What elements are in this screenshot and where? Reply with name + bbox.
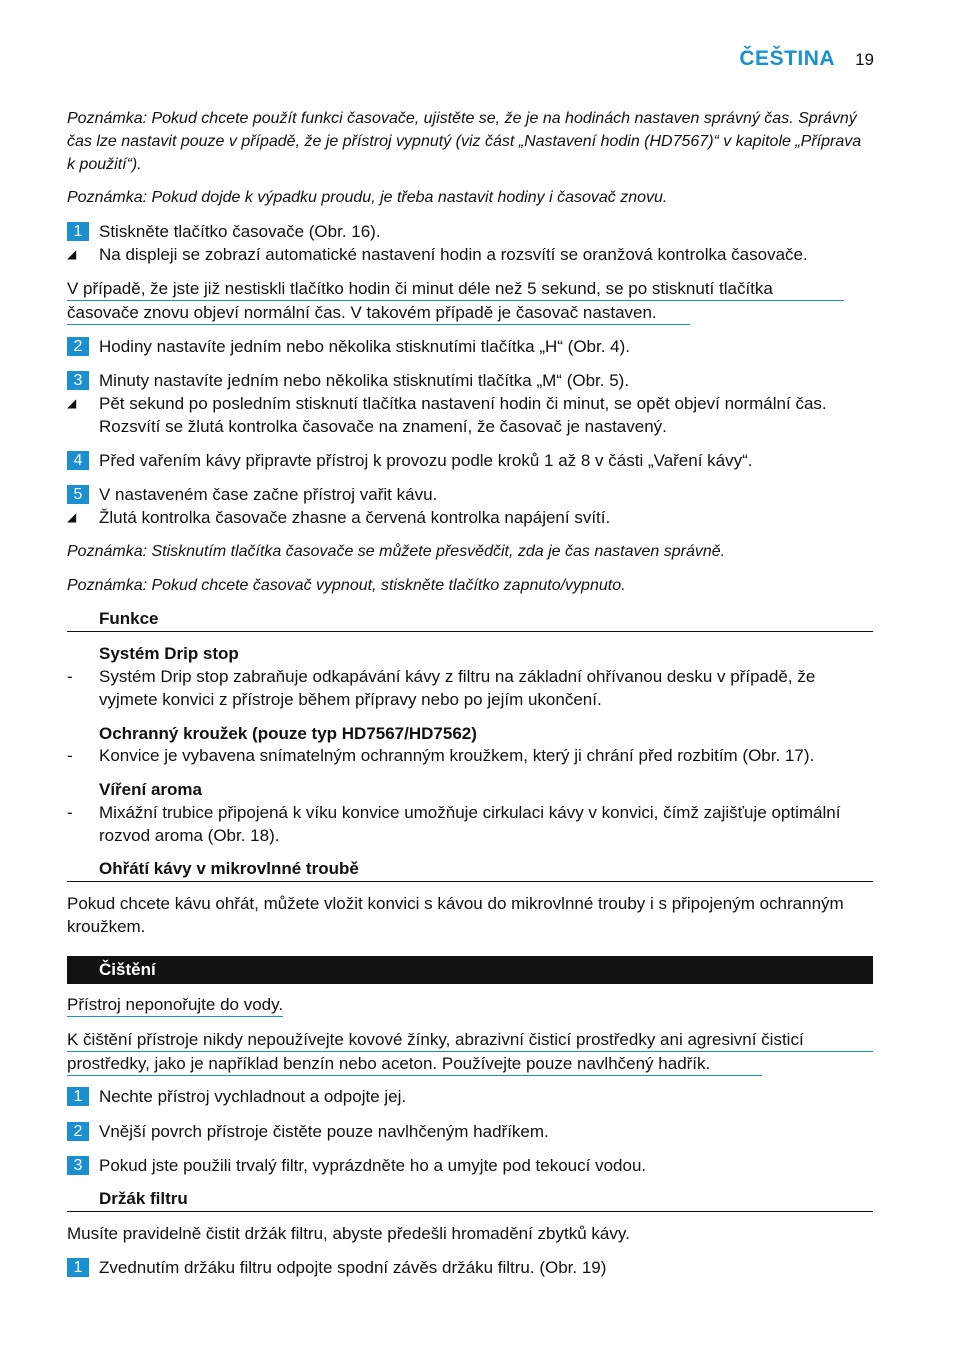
warning-timer [67, 277, 873, 325]
item-text: Konvice je vybavena snímatelným ochranným kroužkem, který ji chrání před rozbitím (Obr. 17). [99, 746, 815, 765]
timer-step-3 [67, 369, 873, 392]
result-text: Žlutá kontrolka časovače zhasne a červená kontrolka napájení svítí. [99, 508, 611, 527]
filter-step-1 [67, 1256, 873, 1279]
microwave-text: Pokud chcete kávu ohřát, můžete vložit konvici s kávou do mikrovlnné trouby i s připojeným ochranným kroužkem. [67, 894, 844, 936]
warning-line: Přístroj neponořujte do vody. [67, 993, 283, 1017]
step-number: 1 [67, 222, 89, 241]
timer-step-1 [67, 220, 873, 243]
dash-bullet: - [67, 667, 73, 686]
warning-abrasives [67, 1028, 873, 1076]
step-text: Pokud jste použili trvalý filtr, vyprázdněte ho a umyjte pod tekoucí vodou. [99, 1156, 647, 1175]
step-number: 4 [67, 451, 89, 470]
warning-line: K čištění přístroje nikdy nepoužívejte kovové žínky, abrazivní čisticí prostředky ani agresivní čisticí [67, 1028, 873, 1052]
item-text: Mixážní trubice připojená k víku konvice umožňuje cirkulaci kávy v konvici, čímž zajišťuje optimální rozvod aroma (Obr. 18). [99, 803, 841, 845]
drip-stop-item [67, 665, 873, 711]
step-text: Zvednutím držáku filtru odpojte spodní závěs držáku filtru. (Obr. 19) [99, 1258, 607, 1277]
result-text: Na displeji se zobrazí automatické nastavení hodin a rozsvítí se oranžová kontrolka časovače. [99, 245, 808, 264]
note-timer-clock: Poznámka: Pokud chcete použít funkci časovače, ujistěte se, že je na hodinách nastaven správný čas. Správný čas lze nastavit pouze v případě, že je přístroj vypnutý (viz část „Nastavení hodin (HD7567)“ v kapitole „Příprava k použití“). [67, 110, 862, 173]
page-number: 19 [855, 50, 874, 69]
cleaning-step-1 [67, 1085, 873, 1108]
dash-bullet: - [67, 803, 73, 822]
timer-step-5 [67, 483, 873, 506]
subheading-drip-stop: Systém Drip stop [99, 644, 239, 663]
timer-result-3 [67, 392, 873, 438]
step-number: 2 [67, 337, 89, 356]
timer-result-5 [67, 506, 873, 529]
subheading-aroma: Víření aroma [99, 780, 202, 799]
section-heading-cleaning: Čištění [67, 956, 873, 984]
page-header [739, 47, 874, 71]
step-text: Nechte přístroj vychladnout a odpojte jej. [99, 1087, 407, 1106]
timer-result-1 [67, 243, 873, 266]
triangle-bullet-icon: ◢ [67, 396, 77, 410]
dash-bullet: - [67, 746, 73, 765]
item-text: Systém Drip stop zabraňuje odkapávání kávy z filtru na základní ohřívanou desku v případě, že vyjmete konvici z přístroje během přípravy nebo po jejím ukončení. [99, 667, 816, 709]
step-number: 1 [67, 1258, 89, 1277]
language-label: ČEŠTINA [739, 47, 836, 70]
step-number: 3 [67, 371, 89, 390]
note-check-timer: Poznámka: Stisknutím tlačítka časovače se můžete přesvědčit, zda je čas nastaven správně. [67, 543, 726, 560]
triangle-bullet-icon: ◢ [67, 510, 77, 524]
step-text: Minuty nastavíte jedním nebo několika stisknutími tlačítka „M“ (Obr. 5). [99, 371, 630, 390]
step-text: V nastaveném čase začne přístroj vařit kávu. [99, 485, 438, 504]
aroma-item [67, 801, 873, 847]
timer-step-2 [67, 335, 873, 358]
warning-line: V případě, že jste již nestiskli tlačítko hodin či minut déle než 5 sekund, se po stisknutí tlačítka [67, 277, 844, 301]
step-number: 2 [67, 1122, 89, 1141]
section-heading-microwave: Ohřátí kávy v mikrovlnné troubě [67, 857, 873, 882]
warning-no-water [67, 993, 873, 1017]
step-number: 5 [67, 485, 89, 504]
note-power-failure: Poznámka: Pokud dojde k výpadku proudu, je třeba nastavit hodiny i časovač znovu. [67, 189, 668, 206]
triangle-bullet-icon: ◢ [67, 247, 77, 261]
filter-holder-text: Musíte pravidelně čistit držák filtru, abyste předešli hromadění zbytků kávy. [67, 1224, 630, 1243]
warning-line: prostředky, jako je například benzín nebo aceton. Používejte pouze navlhčený hadřík. [67, 1052, 762, 1076]
section-heading-funkce: Funkce [67, 607, 873, 632]
step-number: 3 [67, 1156, 89, 1175]
subheading-protective-ring: Ochranný kroužek (pouze typ HD7567/HD7562) [99, 724, 477, 743]
note-timer-off: Poznámka: Pokud chcete časovač vypnout, stiskněte tlačítko zapnuto/vypnuto. [67, 577, 626, 594]
step-text: Hodiny nastavíte jedním nebo několika stisknutími tlačítka „H“ (Obr. 4). [99, 337, 631, 356]
step-text: Vnější povrch přístroje čistěte pouze navlhčeným hadříkem. [99, 1122, 549, 1141]
section-heading-filter-holder: Držák filtru [67, 1187, 873, 1212]
protective-ring-item [67, 744, 873, 767]
result-text: Pět sekund po posledním stisknutí tlačítka nastavení hodin či minut, se opět objeví normální čas. Rozsvítí se žlutá kontrolka časovače na znamení, že časovač je nastavený. [99, 394, 827, 436]
timer-step-4 [67, 449, 873, 472]
step-text: Před vařením kávy připravte přístroj k provozu podle kroků 1 až 8 v části „Vaření kávy“. [99, 451, 753, 470]
cleaning-step-2 [67, 1120, 873, 1143]
cleaning-step-3 [67, 1154, 873, 1177]
step-text: Stiskněte tlačítko časovače (Obr. 16). [99, 222, 381, 241]
step-number: 1 [67, 1087, 89, 1106]
warning-line: časovače znovu objeví normální čas. V takovém případě je časovač nastaven. [67, 301, 690, 325]
